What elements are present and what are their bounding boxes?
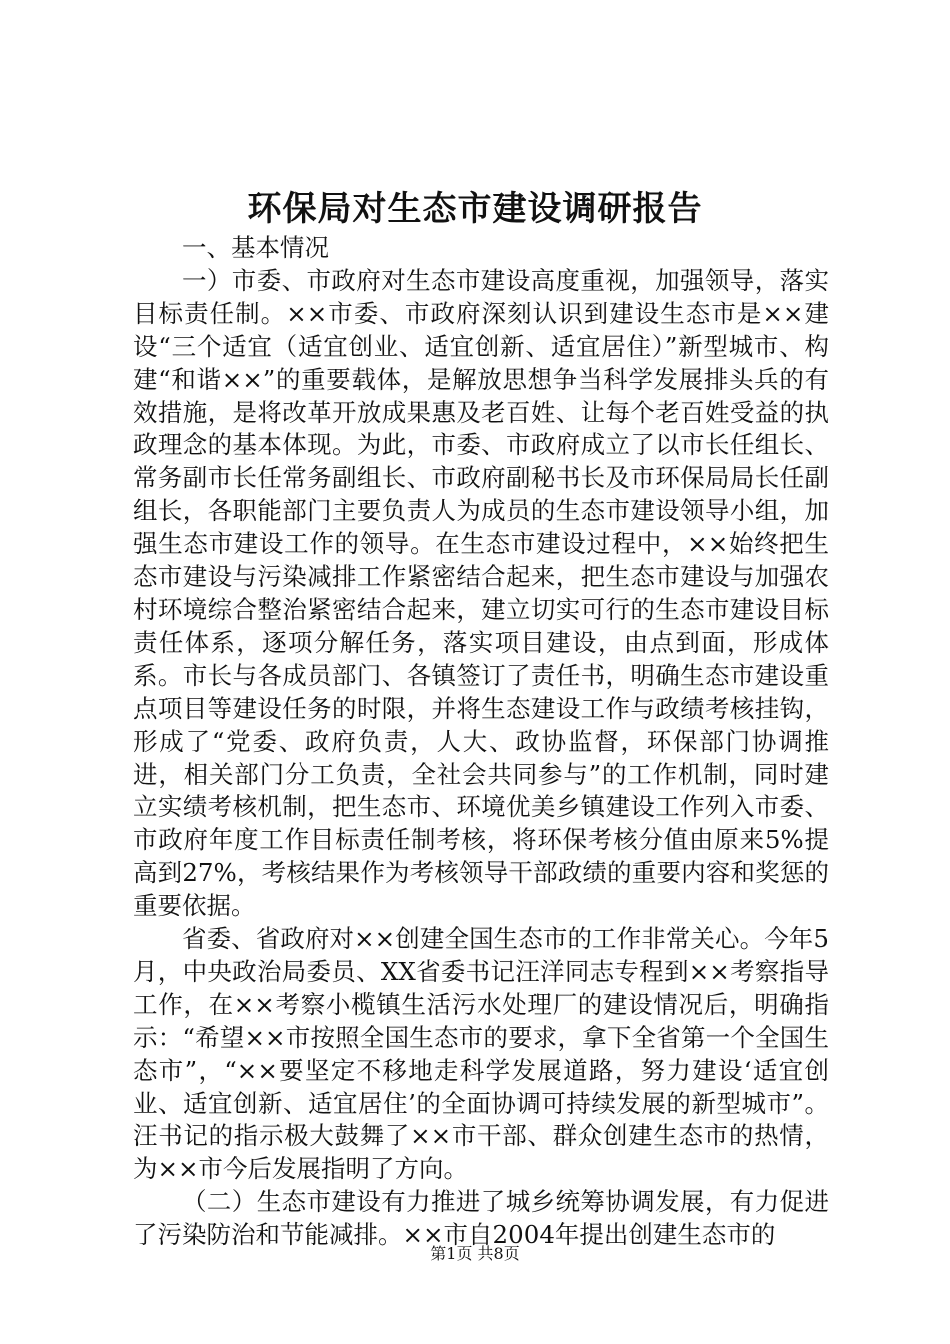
document-body <box>133 232 829 1252</box>
document-title: 环保局对生态市建设调研报告 <box>247 189 703 229</box>
body-paragraph: 省委、省政府对××创建全国生态市的工作非常关心。今年5月，中央政治局委员、XX省委书记汪洋同志专程到××考察指导工作，在××考察小榄镇生活污水处理厂的建设情况后，明确指示：“希望××市按照全国生态市的要求，拿下全省第一个全国生态市”，“××要坚定不移地走科学发展道路，努力建设‘适宜创业、适宜创新、适宜居住’的全面协调可持续发展的新型城市”。汪书记的指示极大鼓舞了××市干部、群众创建生态市的热情，为××市今后发展指明了方向。 <box>133 924 829 1184</box>
body-paragraph: 一）市委、市政府对生态市建设高度重视，加强领导，落实目标责任制。××市委、市政府深刻认识到建设生态市是××建设“三个适宜（适宜创业、适宜创新、适宜居住）”新型城市、构建“和谐××”的重要载体，是解放思想争当科学发展排头兵的有效措施，是将改革开放成果惠及老百姓、让每个老百姓受益的执政理念的基本体现。为此，市委、市政府成立了以市长任组长、常务副市长任常务副组长、市政府副秘书长及市环保局局长任副组长，各职能部门主要负责人为成员的生态市建设领导小组，加强生态市建设工作的领导。在生态市建设过程中，××始终把生态市建设与污染减排工作紧密结合起来，把生态市建设与加强农村环境综合整治紧密结合起来，建立切实可行的生态市建设目标责任体系，逐项分解任务，落实项目建设，由点到面，形成体系。市长与各成员部门、各镇签订了责任书，明确生态市建设重点项目等建设任务的时限，并将生态建设工作与政绩考核挂钩，形成了“党委、政府负责，人大、政协监督，环保部门协调推进，相关部门分工负责，全社会共同参与”的工作机制，同时建立实绩考核机制，把生态市、环境优美乡镇建设工作列入市委、市政府年度工作目标责任制考核，将环保考核分值由原来5%提高到27%，考核结果作为考核领导干部政绩的重要内容和奖惩的重要依据。 <box>133 265 829 921</box>
body-paragraph: （二）生态市建设有力推进了城乡统筹协调发展，有力促进了污染防治和节能减排。××市自2004年提出创建生态市的 <box>133 1187 829 1250</box>
page-footer: 第1页 共8页 <box>430 1244 520 1263</box>
section-heading: 一、基本情况 <box>182 233 329 262</box>
